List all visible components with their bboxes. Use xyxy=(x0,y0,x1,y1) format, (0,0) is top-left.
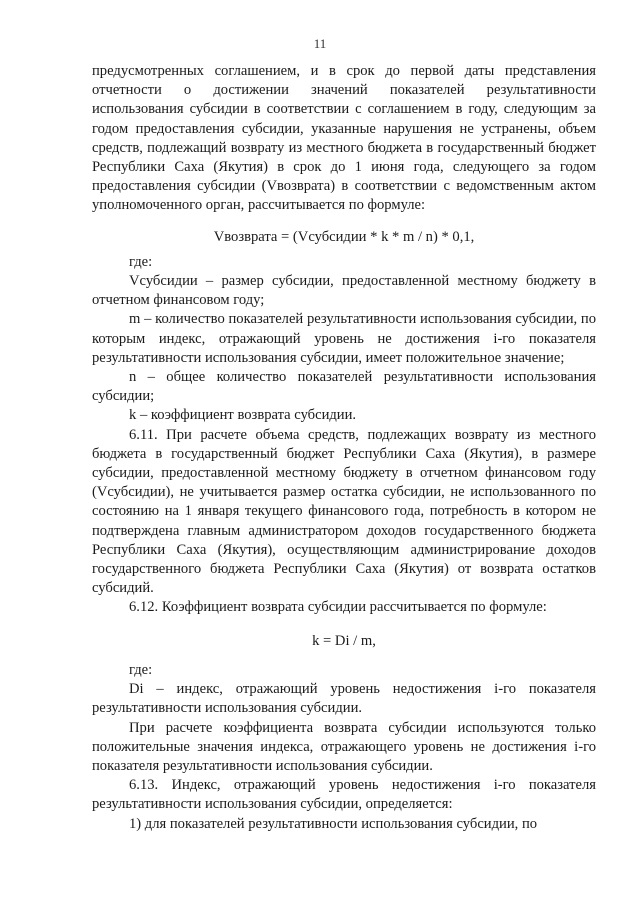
definition-di: Di – индекс, отражающий уровень недостижения i-го показателя результативности использования субсидии. xyxy=(92,681,596,717)
paragraph-where: где: xyxy=(129,253,153,270)
paragraph-item-1: 1) для показателей результативности использования субсидии, по xyxy=(129,815,538,832)
paragraph-where-2: где: xyxy=(129,661,153,678)
formula-refund-volume: Vвозврата = (Vсубсидии * k * m / n) * 0,1, xyxy=(213,228,475,245)
definition-n: n – общее количество показателей результативности использования субсидии; xyxy=(92,369,596,405)
formula-k: k = Di / m, xyxy=(312,632,376,649)
definition-m: m – количество показателей результативности использования субсидии, по которым индекс, отражающий уровень не достижения i-го показателя результативности использования субсидии, имеет положительное значение; xyxy=(92,311,596,366)
document-body xyxy=(92,62,596,834)
page-number: 11 xyxy=(313,36,327,51)
paragraph-6-12: 6.12. Коэффициент возврата субсидии рассчитывается по формуле: xyxy=(129,599,547,616)
paragraph-continuation: предусмотренных соглашением, и в срок до первой даты представления отчетности о достижении значений показателей результативности использования субсидии в соответствии с соглашением в году, следующим за годом предоставления субсидии, указанные нарушения не устранены, объем средств, подлежащий возврату из местного бюджета в государственный бюджет Республики Саха (Якутия) в срок до 1 июня года, следующего за годом предоставления субсидии (Vвозврата) в соответствии с ведомственным актом уполномоченного орган, рассчитывается по формуле: xyxy=(92,63,596,214)
paragraph-6-13: 6.13. Индекс, отражающий уровень недостижения i-го показателя результативности использования субсидии, определяется: xyxy=(92,777,596,813)
paragraph-positive-values: При расчете коэффициента возврата субсидии используются только положительные значения индекса, отражающего уровень не достижения i-го показателя результативности использования субсидии. xyxy=(92,719,596,774)
definition-v-subsidy: Vсубсидии – размер субсидии, предоставленной местному бюджету в отчетном финансовом году; xyxy=(92,273,596,309)
definition-k: k – коэффициент возврата субсидии. xyxy=(129,407,357,424)
paragraph-6-11: 6.11. При расчете объема средств, подлежащих возврату из местного бюджета в государственный бюджет Республики Саха (Якутия), в размере субсидии, предоставленной местному бюджету в отчетном финансовом году (Vсубсидии), не учитывается размер остатка субсидии, не использованного по состоянию на 1 января текущего финансового года, потребность в котором не подтверждена главным администратором доходов государственного бюджета Республики Саха (Якутия), осуществляющим администрирование доходов государственного бюджета Республики Саха (Якутия) от возврата остатков субсидий. xyxy=(92,426,596,597)
